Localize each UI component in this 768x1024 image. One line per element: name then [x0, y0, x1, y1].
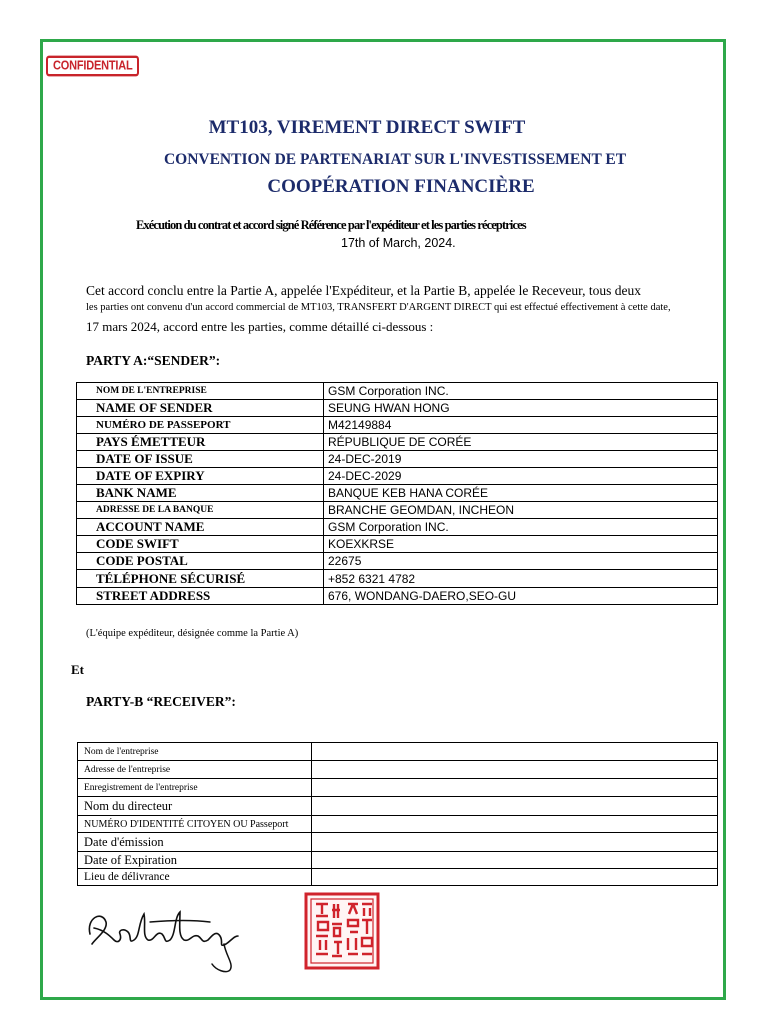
field-value: SEUNG HWAN HONG [324, 400, 718, 417]
table-row [78, 797, 718, 816]
field-value [312, 797, 718, 816]
table-row [77, 553, 718, 570]
field-label: NAME OF SENDER [77, 400, 324, 417]
field-label: Nom de l'entreprise [78, 743, 312, 761]
field-label: BANK NAME [77, 485, 324, 502]
field-value: 676, WONDANG-DAERO,SEO-GU [324, 588, 718, 605]
table-row [77, 519, 718, 536]
field-label: STREET ADDRESS [77, 588, 324, 605]
intro-line-2: les parties ont convenu d'un accord commercial de MT103, TRANSFERT D'ARGENT DIRECT qui est effectué effectivement à cette date, [86, 302, 671, 313]
field-label: DATE OF ISSUE [77, 451, 324, 468]
table-row [77, 451, 718, 468]
field-label: CODE POSTAL [77, 553, 324, 570]
field-value: KOEXKRSE [324, 536, 718, 553]
intro-line-3: 17 mars 2024, accord entre les parties, comme détaillé ci-dessous : [86, 319, 434, 334]
confidential-stamp: CONFIDENTIAL [46, 56, 139, 77]
party-b-table [77, 742, 718, 886]
field-label: DATE OF EXPIRY [77, 468, 324, 485]
field-label: Date d'émission [78, 833, 312, 852]
table-row [78, 869, 718, 886]
table-row [77, 383, 718, 400]
field-label: NUMÉRO DE PASSEPORT [77, 417, 324, 434]
table-row [77, 485, 718, 502]
field-value: 24-DEC-2029 [324, 468, 718, 485]
party-a-note: (L'équipe expéditeur, désignée comme la Partie A) [86, 628, 299, 639]
party-b-heading: PARTY-B “RECEIVER”: [86, 694, 236, 709]
table-row [78, 852, 718, 869]
table-row [78, 816, 718, 833]
table-row [78, 779, 718, 797]
document-title: MT103, VIREMENT DIRECT SWIFT [208, 117, 526, 138]
field-value: 24-DEC-2019 [324, 451, 718, 468]
field-label: Date of Expiration [78, 852, 312, 869]
document-subtitle-line2: COOPÉRATION FINANCIÈRE [267, 176, 535, 197]
party-a-table [76, 382, 718, 605]
field-value [312, 816, 718, 833]
field-value: 22675 [324, 553, 718, 570]
field-value: GSM Corporation INC. [324, 519, 718, 536]
table-row [77, 570, 718, 588]
field-value [312, 852, 718, 869]
field-label: Adresse de l'entreprise [78, 761, 312, 779]
field-label: Nom du directeur [78, 797, 312, 816]
table-row [78, 761, 718, 779]
conjunction-text: Et [71, 662, 84, 677]
table-row [77, 468, 718, 485]
field-label: Lieu de délivrance [78, 869, 312, 886]
signature-image [84, 900, 244, 974]
execution-reference: Exécution du contrat et accord signé Référence par l'expéditeur et les parties réceptrices [136, 218, 526, 232]
field-label: Enregistrement de l'entreprise [78, 779, 312, 797]
table-row [77, 536, 718, 553]
field-label: ACCOUNT NAME [77, 519, 324, 536]
field-label: NOM DE L'ENTREPRISE [77, 383, 324, 400]
field-value: BRANCHE GEOMDAN, INCHEON [324, 502, 718, 519]
field-value: M42149884 [324, 417, 718, 434]
party-a-heading: PARTY A:“SENDER”: [86, 353, 221, 368]
execution-date: 17th of March, 2024. [341, 236, 456, 250]
field-value [312, 869, 718, 886]
field-label: TÉLÉPHONE SÉCURISÉ [77, 570, 324, 588]
table-row [77, 400, 718, 417]
table-row [78, 833, 718, 852]
intro-line-1: Cet accord conclu entre la Partie A, appelée l'Expéditeur, et la Partie B, appelée le Receveur, tous deux [86, 283, 641, 298]
field-value: +852 6321 4782 [324, 570, 718, 588]
document-subtitle-line1: CONVENTION DE PARTENARIAT SUR L'INVESTISSEMENT ET [163, 151, 627, 168]
field-value [312, 833, 718, 852]
table-row [77, 502, 718, 519]
field-value [312, 779, 718, 797]
table-row [78, 743, 718, 761]
field-label: PAYS ÉMETTEUR [77, 434, 324, 451]
table-row [77, 588, 718, 605]
field-value: GSM Corporation INC. [324, 383, 718, 400]
table-row [77, 417, 718, 434]
field-value: RÉPUBLIQUE DE CORÉE [324, 434, 718, 451]
field-value: BANQUE KEB HANA CORÉE [324, 485, 718, 502]
field-label: NUMÉRO D'IDENTITÉ CITOYEN OU Passeport [78, 816, 312, 833]
field-value [312, 743, 718, 761]
company-seal-image [304, 892, 380, 970]
field-label: ADRESSE DE LA BANQUE [77, 502, 324, 519]
table-row [77, 434, 718, 451]
field-value [312, 761, 718, 779]
field-label: CODE SWIFT [77, 536, 324, 553]
